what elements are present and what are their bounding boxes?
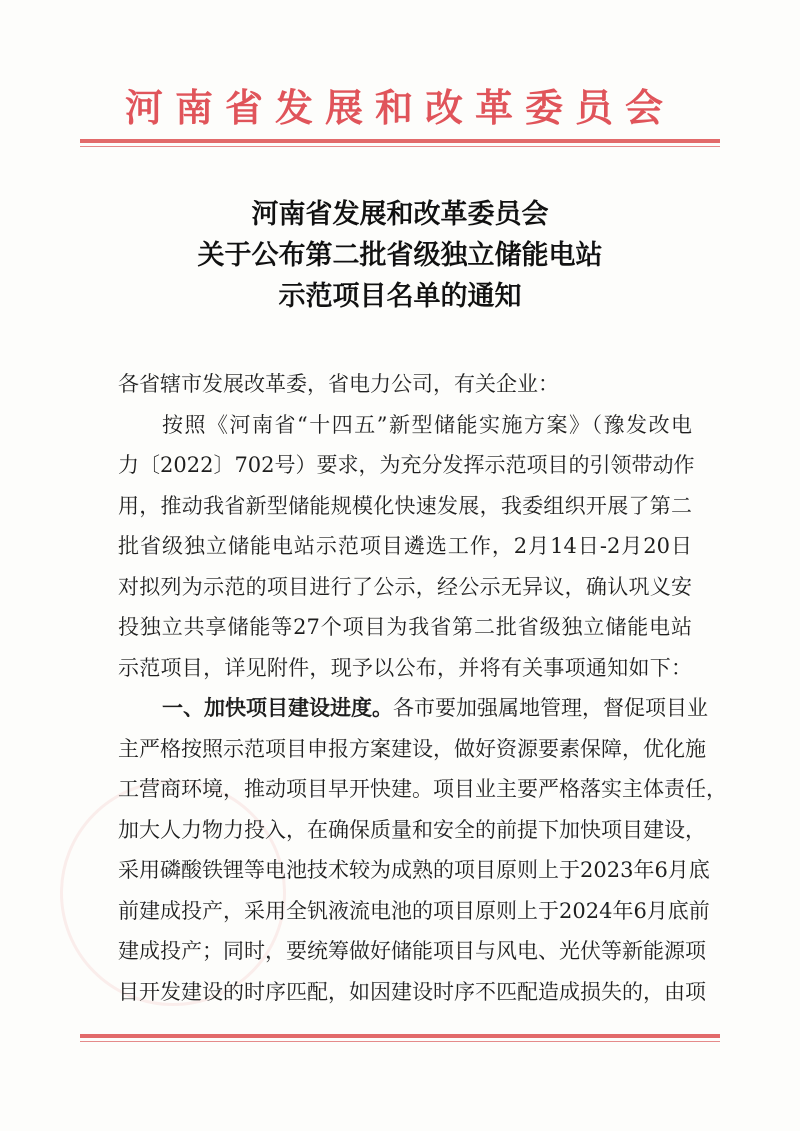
body-line: 前建成投产，采用全钒液流电池的项目原则上于2024年6月底前 xyxy=(118,898,710,923)
body-line: 用，推动我省新型储能规模化快速发展，我委组织开展了第二 xyxy=(118,493,692,518)
title-line: 关于公布第二批省级独立储能电站 xyxy=(197,240,603,271)
footer-divider xyxy=(80,1034,720,1042)
section-1-first-line xyxy=(118,688,708,729)
title-line: 河南省发展和改革委员会 xyxy=(251,199,549,230)
body-line: 建成投产；同时，要统筹做好储能项目与风电、光伏等新能源项 xyxy=(118,939,706,963)
salutation: 各省辖市发展改革委，省电力公司，有关企业： xyxy=(118,372,559,396)
letterhead-divider xyxy=(80,139,720,147)
body-line: 加大人力物力投入，在确保质量和安全的前提下加快项目建设， xyxy=(118,817,706,842)
body-line: 对拟列为示范的项目进行了公示，经公示无异议，确认巩义安 xyxy=(118,574,692,599)
body-line: 主严格按照示范项目申报方案建设，做好资源要素保障，优化施 xyxy=(118,736,706,761)
body-line: 采用磷酸铁锂等电池技术较为成熟的项目原则上于2023年6月底 xyxy=(118,858,710,882)
document-body xyxy=(118,364,727,1012)
body-line: 目开发建设的时序匹配，如因建设时序不匹配造成损失的，由项 xyxy=(118,979,706,1004)
body-line: 批省级独立储能电站示范项目遴选工作，2月14日-2月20日 xyxy=(118,534,692,558)
body-line: 示范项目，详见附件，现予以公布，并将有关事项通知如下： xyxy=(118,655,692,680)
document-title xyxy=(0,194,800,317)
body-line: 按照《河南省“十四五”新型储能实施方案》（豫发改电 xyxy=(162,412,692,437)
section-1-heading: 一、加快项目建设进度。 xyxy=(162,696,393,720)
section-1-text: 各市要加强属地管理，督促项目业 xyxy=(393,696,708,720)
letterhead-organization: 河南省发展和改革委员会 xyxy=(124,86,675,130)
body-line: 投独立共享储能等27个项目为我省第二批省级独立储能电站 xyxy=(118,615,692,639)
body-line: 工营商环境，推动项目早开快建。项目业主要严格落实主体责任， xyxy=(118,777,727,801)
body-line: 力〔2022〕702号）要求，为充分发挥示范项目的引领带动作 xyxy=(118,453,695,477)
title-line: 示范项目名单的通知 xyxy=(278,281,522,312)
